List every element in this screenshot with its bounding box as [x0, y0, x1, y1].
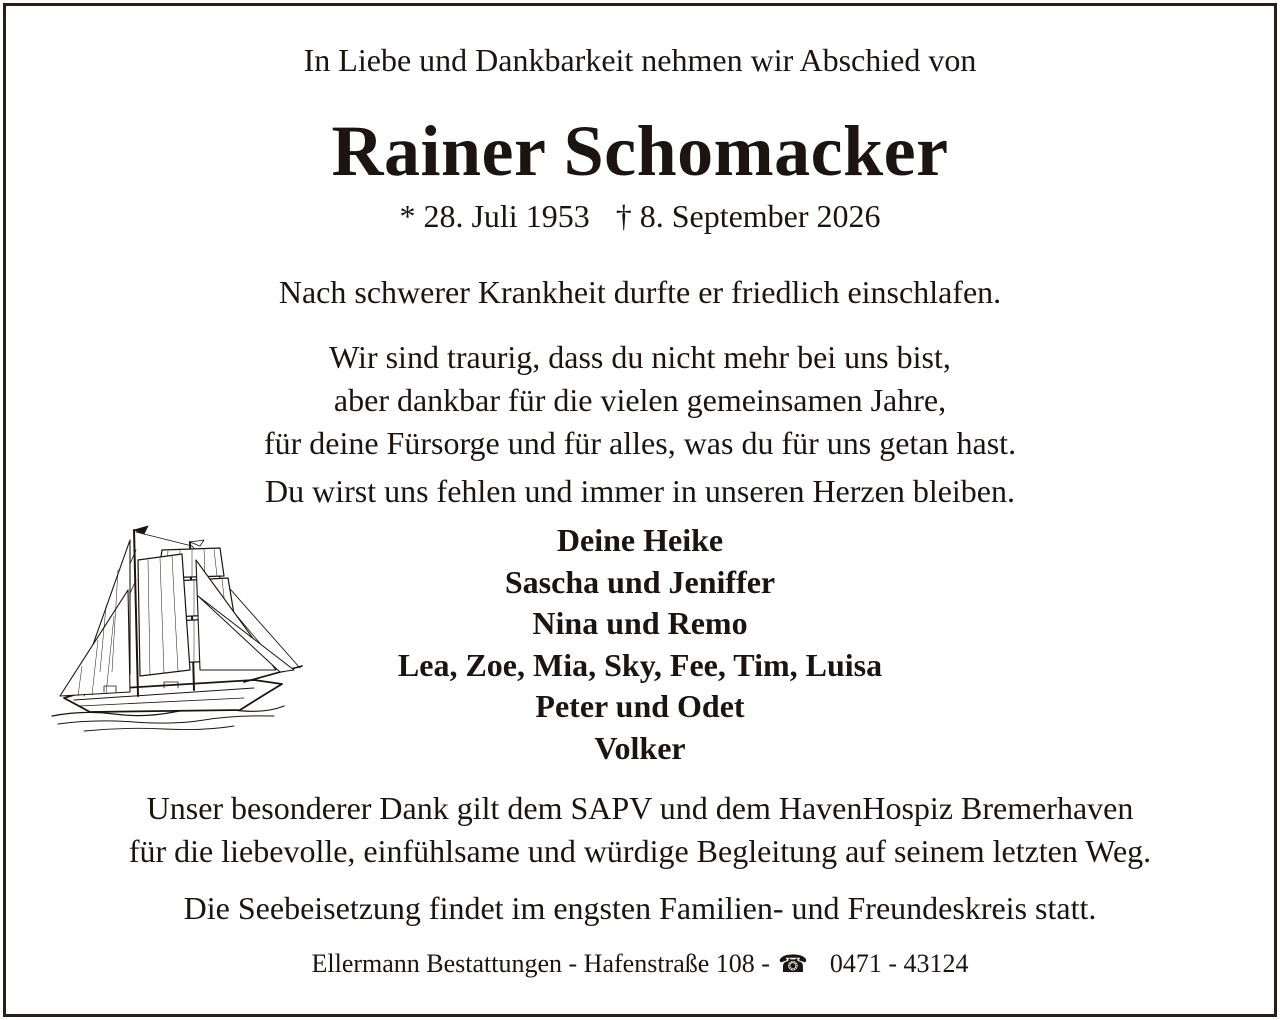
signer-name: Sascha und Jeniffer — [504, 563, 776, 600]
burial-text: Die Seebeisetzung findet im engsten Familien- und Freundeskreis statt. — [183, 890, 1097, 926]
verse-line: für deine Fürsorge und für alles, was du für uns getan hast. — [263, 425, 1017, 461]
verse — [0, 336, 1280, 465]
passing-text: Nach schwerer Krankheit durfte er friedlich einschlafen. — [278, 274, 1002, 310]
death-date: † 8. September 2026 — [615, 198, 881, 234]
signer-name: Deine Heike — [556, 522, 724, 558]
closing-text: Du wirst uns fehlen und immer in unseren Herzen bleiben. — [264, 473, 1015, 509]
verse-line: aber dankbar für die vielen gemeinsamen Jahre, — [333, 382, 947, 418]
life-dates — [0, 198, 1280, 235]
thanks-line: für die liebevolle, einfühlsame und würdige Begleitung auf seinem letzten Weg. — [128, 833, 1152, 869]
verse-line: Wir sind traurig, dass du nicht mehr bei uns bist, — [329, 339, 951, 375]
thanks-text — [0, 787, 1280, 873]
phone-number: 0471 - 43124 — [829, 949, 969, 978]
undertaker-footer — [0, 949, 1280, 979]
signer-name: Lea, Zoe, Mia, Sky, Fee, Tim, Luisa — [397, 646, 883, 683]
signer-name: Peter und Odet — [535, 688, 745, 724]
thanks-line: Unser besonderer Dank gilt dem SAPV und dem HavenHospiz Bremerhaven — [146, 790, 1134, 826]
deceased-name: Rainer Schomacker — [331, 111, 949, 191]
signer-name: Volker — [594, 729, 686, 766]
intro-text: In Liebe und Dankbarkeit nehmen wir Abschied von — [303, 42, 977, 78]
signers-list — [0, 520, 1280, 769]
birth-date: * 28. Juli 1953 — [399, 198, 590, 234]
signer-name: Nina und Remo — [532, 605, 748, 641]
telephone-icon: ☎ — [777, 950, 808, 978]
undertaker-address: Ellermann Bestattungen - Hafenstraße 108 - — [311, 949, 770, 978]
